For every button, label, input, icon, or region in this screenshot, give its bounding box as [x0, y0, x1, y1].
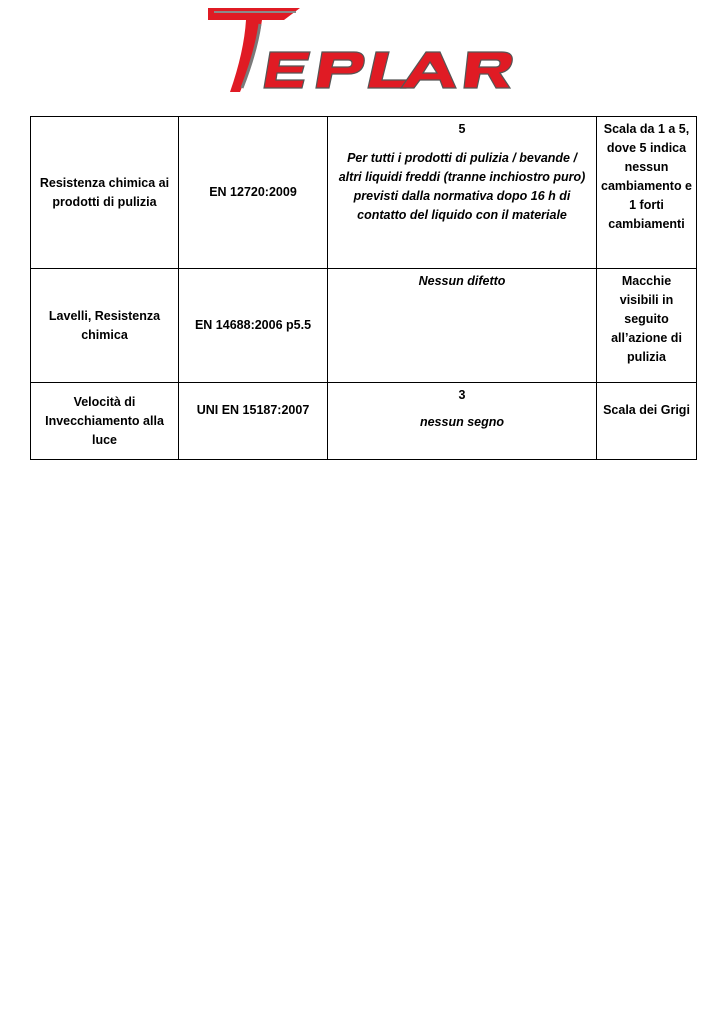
table-row	[31, 383, 697, 460]
standard-cell	[179, 383, 328, 460]
property-cell	[31, 117, 179, 269]
specification-table	[30, 116, 697, 460]
scale-cell	[597, 269, 697, 383]
property-text: Lavelli, Resistenza chimica	[48, 308, 161, 342]
scale-text: Scala dei Grigi	[603, 403, 690, 417]
property-text: Resistenza chimica ai prodotti di pulizia	[39, 175, 170, 209]
standard-text: EN 14688:2006 p5.5	[194, 318, 312, 332]
result-value: 3	[458, 388, 466, 402]
scale-cell	[597, 117, 697, 269]
scale-text: Macchie visibili in seguito all’azione di pulizia	[611, 274, 682, 364]
scale-cell	[597, 383, 697, 460]
standard-text: UNI EN 15187:2007	[196, 403, 310, 417]
standard-cell	[179, 117, 328, 269]
property-text: Velocità di Invecchiamento alla luce	[45, 394, 164, 447]
result-cell	[328, 269, 597, 383]
result-value: 5	[458, 122, 466, 136]
table-row	[31, 269, 697, 383]
result-note: Nessun difetto	[418, 274, 506, 288]
scale-text: Scala da 1 a 5, dove 5 indica nessun cambiamento e 1 forti cambiamenti	[601, 122, 693, 231]
result-cell	[328, 117, 597, 269]
property-cell	[31, 269, 179, 383]
table-row	[31, 117, 697, 269]
result-note: Per tutti i prodotti di pulizia / bevande / altri liquidi freddi (tranne inchiostro puro) previsti dalla normativa dopo 16 h di contatto del liquido con il materiale	[338, 151, 586, 222]
brand-logo	[200, 0, 540, 100]
standard-cell	[179, 269, 328, 383]
result-cell	[328, 383, 597, 460]
standard-text: EN 12720:2009	[209, 185, 297, 199]
property-cell	[31, 383, 179, 460]
result-note: nessun segno	[419, 415, 505, 429]
